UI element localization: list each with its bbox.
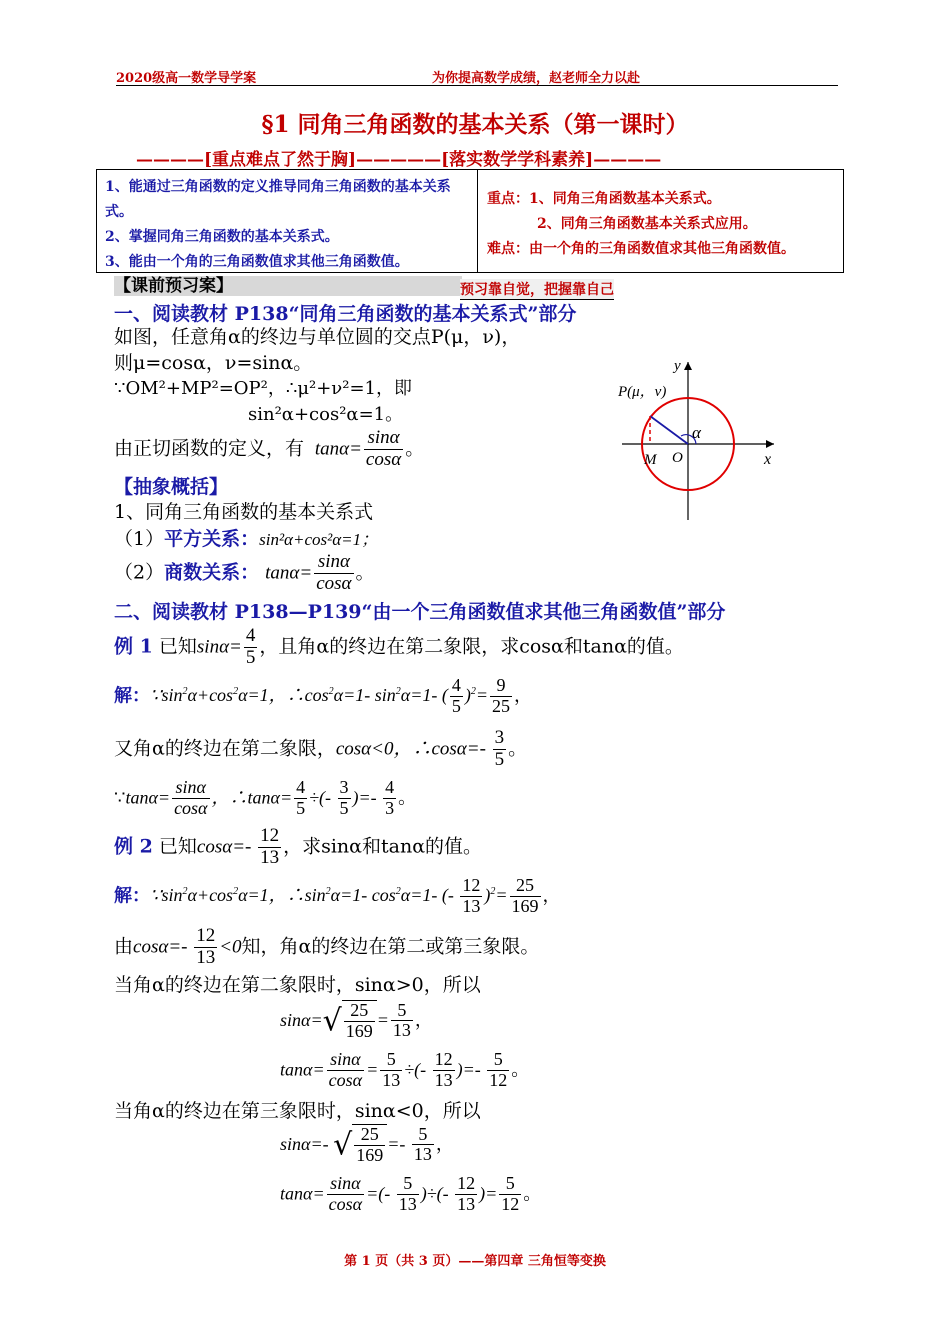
example1-step1: 解：$\because\sin^2\alpha+\cos^2\alpha=1$，$\therefore\cos^2\alpha=1-$ $\sin^2\alpha=1-$ ( $\frac{4}{5}$ )$^2$= $\frac{9}{25}$ ，: [114, 675, 533, 716]
case3-tan: tanα= $\frac{\sin\alpha}{\cos\alpha}$ =(- $\frac{5}{13}$ )÷(- $\frac{12}{13}$ )= $\frac{5}{12}$ 。: [280, 1173, 542, 1214]
case2-sin: sinα=√ $\frac{25}{169}$ = $\frac{5}{13}$ ，: [280, 999, 433, 1041]
example2-question: 例 2 已知cosα=- $\frac{12}{13}$ ，求sinα和tanα的值。: [114, 825, 483, 868]
preview-motto: 预习靠自觉，把握靠自己: [460, 279, 614, 300]
terminal-side: [650, 416, 688, 444]
goal-item: 3、能由一个角的三角函数值求其他三角函数值。: [105, 254, 409, 270]
goals-list: [105, 175, 477, 275]
summary-title: 1、同角三角函数的基本关系式: [114, 501, 374, 523]
banner: ————[重点难点了然于胸]—————[落实数学学科素养]————: [136, 150, 662, 170]
goal-item: 2、掌握同角三角函数的基本关系式。: [105, 229, 339, 245]
s1-line4: sin²α+cos²α=1。: [248, 404, 404, 425]
example1-step2: 又角α的终边在第二象限，cosα<0，∴cosα=- $\frac{3}{5}$ 。: [114, 727, 528, 770]
header-rule: [116, 85, 838, 86]
m-label: M: [644, 452, 657, 468]
example1-question: 例 1 已知sinα= $\frac{4}{5}$ ，且角α的终边在第二象限，求cosα和tanα的值。: [114, 625, 684, 668]
x-arrow-icon: [766, 440, 774, 448]
page-title: §1 同角三角函数的基本关系（第一课时）: [261, 111, 689, 138]
point-p-label: P(μ，ν): [618, 384, 667, 400]
y-label: y: [674, 358, 681, 374]
section2-heading: 二、阅读教材 P138—P139“由一个三角函数值求其他三角函数值”部分: [114, 601, 726, 623]
example2-step1: 解：$\because\sin^2\alpha+\cos^2\alpha=1$，$\therefore\sin^2\alpha=1-$ $\cos^2\alpha=1-$ (- $\frac{12}{13}$ )$^2$= $\frac{25}{169}$ ，: [114, 875, 561, 916]
y-arrow-icon: [684, 362, 692, 370]
page-footer: 第 1 页（共 3 页）——第四章 三角恒等变换: [344, 1254, 606, 1269]
s1-line1: 如图，任意角α的终边与单位圆的交点P(μ，ν)，: [114, 326, 521, 348]
example2-step2: 由cosα=- $\frac{12}{13}$ <0知，角α的终边在第二或第三象限。: [114, 925, 540, 968]
header-left: 2020级高一数学导学案: [116, 71, 257, 86]
abstract-label: 【抽象概括】: [114, 476, 229, 498]
example2-case3: 当角α的终边在第三象限时，sinα<0，所以: [114, 1100, 481, 1122]
example2-case2: 当角α的终边在第二象限时，sinα>0，所以: [114, 974, 481, 996]
relation-quotient: （2）商数关系： tanα= $\frac{\sin\alpha}{\cos\alpha}$ 。: [114, 551, 375, 594]
x-label: x: [764, 451, 772, 468]
s1-line5: 由正切函数的定义，有 tanα= $\frac{\sin\alpha}{\cos\alpha}$ 。: [114, 427, 425, 470]
goal-item: 1、能通过三角函数的定义推导同角三角函数的基本关系式。: [105, 179, 451, 220]
alpha-label: α: [692, 423, 701, 442]
preview-label: 【课前预习案】: [114, 276, 462, 296]
s1-line2: 则μ=cosα，ν=sinα。: [114, 352, 313, 374]
relation-square: （1）平方关系：sin²α+cos²α=1；: [114, 528, 379, 550]
o-label: O: [672, 450, 683, 466]
s1-line3: ∵OM²+MP²=OP²，∴μ²+ν²=1，即: [114, 378, 413, 399]
goals-box: [96, 169, 844, 273]
section1-heading: 一、阅读教材 P138“同角三角函数的基本关系式”部分: [114, 303, 577, 325]
unit-circle-diagram: [612, 352, 782, 524]
case3-sin: sinα=- √ $\frac{25}{169}$ =- $\frac{5}{13}$ ，: [280, 1123, 454, 1165]
key-points: 重点：1、同角三角函数基本关系式。 2、同角三角函数基本关系式应用。 难点：由一个角的三角函数值求其他三角函数值。: [487, 191, 795, 257]
case2-tan: tanα= $\frac{\sin\alpha}{\cos\alpha}$ = $\frac{5}{13}$ ÷(- $\frac{12}{13}$ )=- $\frac{5}{12}$ 。: [280, 1049, 530, 1090]
header-right: 为你提高数学成绩，赵老师全力以赴: [432, 71, 641, 86]
goals-divider: [477, 170, 478, 272]
example1-step3: ∵tanα= $\frac{\sin\alpha}{\cos\alpha}$ ，∴tanα= $\frac{4}{5}$ ÷(- $\frac{3}{5}$ )=- $\frac{4}{3}$ 。: [114, 777, 417, 818]
